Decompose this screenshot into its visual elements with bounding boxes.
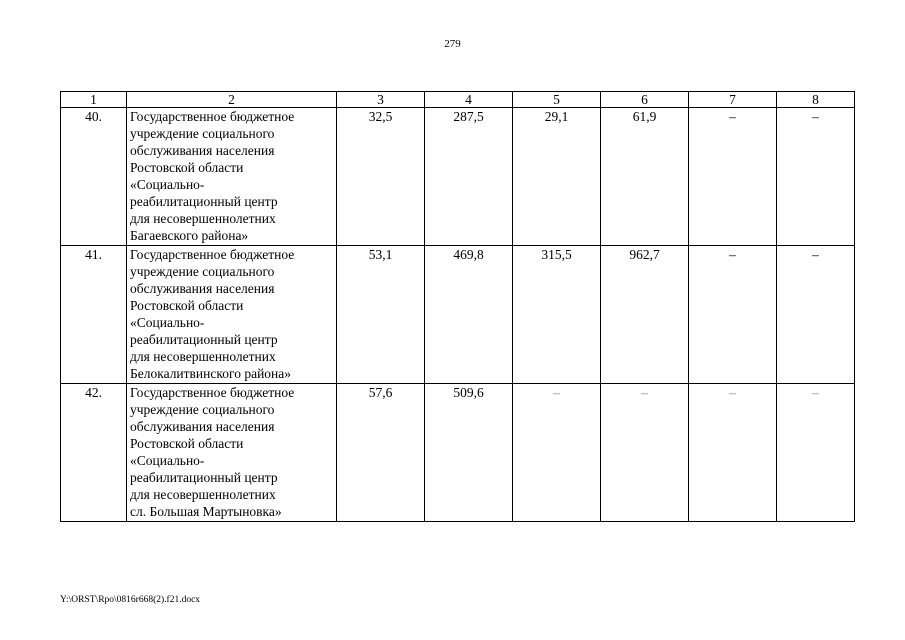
name-line: Государственное бюджетное: [130, 109, 295, 124]
value-col7: –: [689, 108, 777, 246]
name-line: учреждение социального: [130, 264, 275, 279]
value-col7: –: [689, 384, 777, 522]
table-header-row: [61, 92, 855, 108]
name-line: Государственное бюджетное: [130, 247, 295, 262]
name-line: Государственное бюджетное: [130, 385, 295, 400]
table-row: [61, 384, 855, 522]
name-line: «Социально-: [130, 453, 205, 468]
name-line: реабилитационный центр: [130, 332, 278, 347]
institution-name: [127, 246, 337, 384]
row-number: 40.: [61, 108, 127, 246]
page-number: 279: [444, 38, 461, 50]
value-col6: 61,9: [601, 108, 689, 246]
column-header: 2: [127, 92, 337, 108]
value-col5: 315,5: [513, 246, 601, 384]
value-col3: 57,6: [337, 384, 425, 522]
value-col6: 962,7: [601, 246, 689, 384]
data-table: [60, 91, 855, 522]
name-line: сл. Большая Мартыновка»: [130, 504, 282, 519]
column-header: 5: [513, 92, 601, 108]
institution-name: [127, 384, 337, 522]
value-col7: –: [689, 246, 777, 384]
column-header: 6: [601, 92, 689, 108]
column-header: 3: [337, 92, 425, 108]
name-line: обслуживания населения: [130, 281, 275, 296]
value-col3: 32,5: [337, 108, 425, 246]
name-line: обслуживания населения: [130, 419, 275, 434]
value-col4: 287,5: [425, 108, 513, 246]
name-line: Багаевского района»: [130, 228, 249, 243]
value-col4: 509,6: [425, 384, 513, 522]
name-line: Ростовской области: [130, 160, 244, 175]
table-row: [61, 108, 855, 246]
value-col8: –: [777, 246, 855, 384]
value-col5: –: [513, 384, 601, 522]
name-line: учреждение социального: [130, 126, 275, 141]
value-col8: –: [777, 108, 855, 246]
value-col5: 29,1: [513, 108, 601, 246]
name-line: реабилитационный центр: [130, 470, 278, 485]
name-line: реабилитационный центр: [130, 194, 278, 209]
column-header: 1: [61, 92, 127, 108]
name-line: «Социально-: [130, 315, 205, 330]
column-header: 4: [425, 92, 513, 108]
footer-file-path: Y:\ORST\Rpo\0816r668(2).f21.docx: [60, 595, 201, 605]
name-line: Ростовской области: [130, 298, 244, 313]
name-line: Белокалитвинского района»: [130, 366, 292, 381]
name-line: «Социально-: [130, 177, 205, 192]
row-number: 42.: [61, 384, 127, 522]
column-header: 8: [777, 92, 855, 108]
name-line: обслуживания населения: [130, 143, 275, 158]
value-col8: –: [777, 384, 855, 522]
table-row: [61, 246, 855, 384]
institution-name: [127, 108, 337, 246]
value-col6: –: [601, 384, 689, 522]
column-header: 7: [689, 92, 777, 108]
name-line: для несовершеннолетних: [130, 487, 276, 502]
name-line: учреждение социального: [130, 402, 275, 417]
name-line: для несовершеннолетних: [130, 211, 276, 226]
value-col3: 53,1: [337, 246, 425, 384]
value-col4: 469,8: [425, 246, 513, 384]
name-line: для несовершеннолетних: [130, 349, 276, 364]
name-line: Ростовской области: [130, 436, 244, 451]
row-number: 41.: [61, 246, 127, 384]
